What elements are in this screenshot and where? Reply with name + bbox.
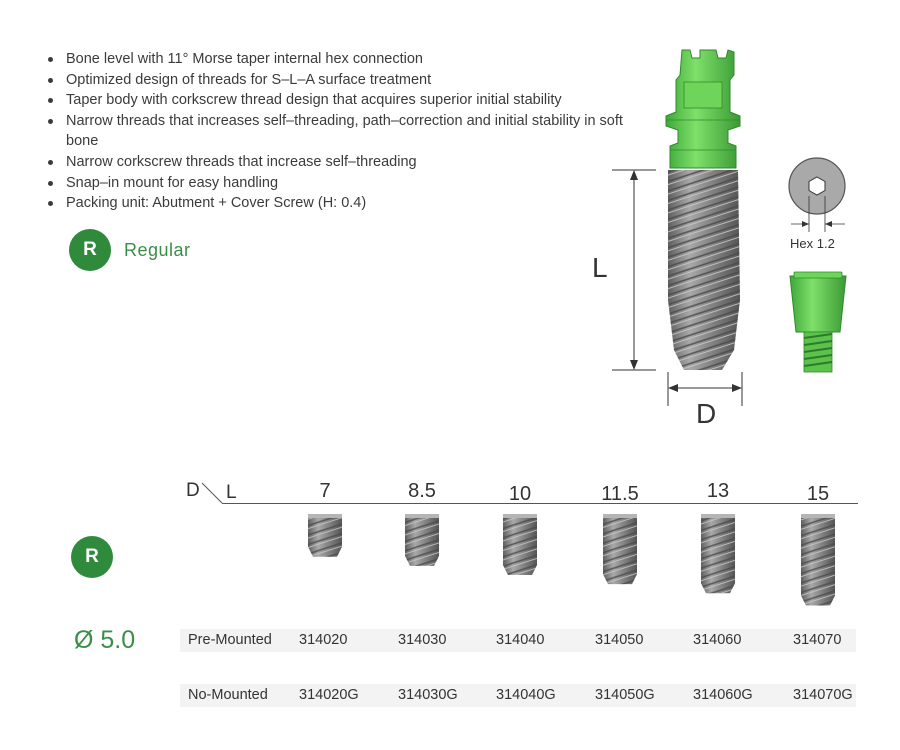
product-code: 314040 [496,632,545,648]
implant-thumbnail [701,514,735,593]
implant-thumbnail [603,514,637,584]
implant-thumbnail-thread [701,514,735,593]
length-header: 7 [319,480,331,502]
hex-top-view [789,158,845,232]
cover-screw [790,272,846,372]
product-code: 314020G [299,687,359,703]
length-header: 11.5 [601,483,639,505]
header-l: L [226,482,237,503]
implant-thumbnail-thread [801,514,835,606]
product-code: 314020 [299,632,348,648]
implant-thumbnail-collar [503,514,537,518]
product-code: 314040G [496,687,556,703]
mount-abutment [666,50,740,168]
feature-item: Packing unit: Abutment + Cover Screw (H: 0.4) [44,193,634,214]
implant-thumbnail [308,514,342,557]
implant-thumbnail [503,514,537,575]
implant-thumbnail-thread [503,514,537,575]
product-code: 314060G [693,687,753,703]
implant-thumbnail-thread [308,514,342,557]
table-row-no-mounted [180,684,856,707]
product-code: 314060 [693,632,742,648]
product-code: 314070G [793,687,853,703]
row-label: Pre-Mounted [188,632,272,648]
implant-thumbnail-thread [603,514,637,584]
implant-thumbnail-collar [405,514,439,518]
length-letter: L [592,252,608,283]
regular-badge-table: R [71,536,113,578]
feature-item: Optimized design of threads for S–L–A surface treatment [44,70,634,91]
implant-thumbnail-collar [308,514,342,518]
feature-item: Narrow threads that increases self–threading, path–correction and initial stability in soft bone [44,111,634,152]
row-label: No-Mounted [188,687,268,703]
product-code: 314050G [595,687,655,703]
implant-thumbnail [801,514,835,606]
length-header: 8.5 [408,480,436,502]
feature-list [44,49,634,214]
implant-thumbnail-collar [603,514,637,518]
implant-thumbnail-thread [405,514,439,566]
feature-item: Snap–in mount for easy handling [44,173,634,194]
product-code: 314070 [793,632,842,648]
feature-item: Narrow corkscrew threads that increase self–threading [44,152,634,173]
product-code: 314030G [398,687,458,703]
implant-thumbnail-collar [801,514,835,518]
feature-item: Bone level with 11° Morse taper internal hex connection [44,49,634,70]
hex-label: Hex 1.2 [790,236,835,251]
length-header: 13 [706,480,730,502]
length-header: 10 [508,483,532,505]
implant-body [668,170,740,370]
length-header: 15 [806,483,830,505]
table-row-pre-mounted [180,629,856,652]
regular-badge: R [69,229,111,271]
implant-thumbnail-collar [701,514,735,518]
feature-item: Taper body with corkscrew thread design that acquires superior initial stability [44,90,634,111]
implant-size-row [308,514,835,606]
implant-thumbnail [405,514,439,566]
header-d: D [186,480,200,501]
product-code: 314050 [595,632,644,648]
type-label: Regular [124,240,191,260]
product-code: 314030 [398,632,447,648]
diameter-letter: D [696,398,717,429]
diameter-label: Ø 5.0 [74,626,136,654]
